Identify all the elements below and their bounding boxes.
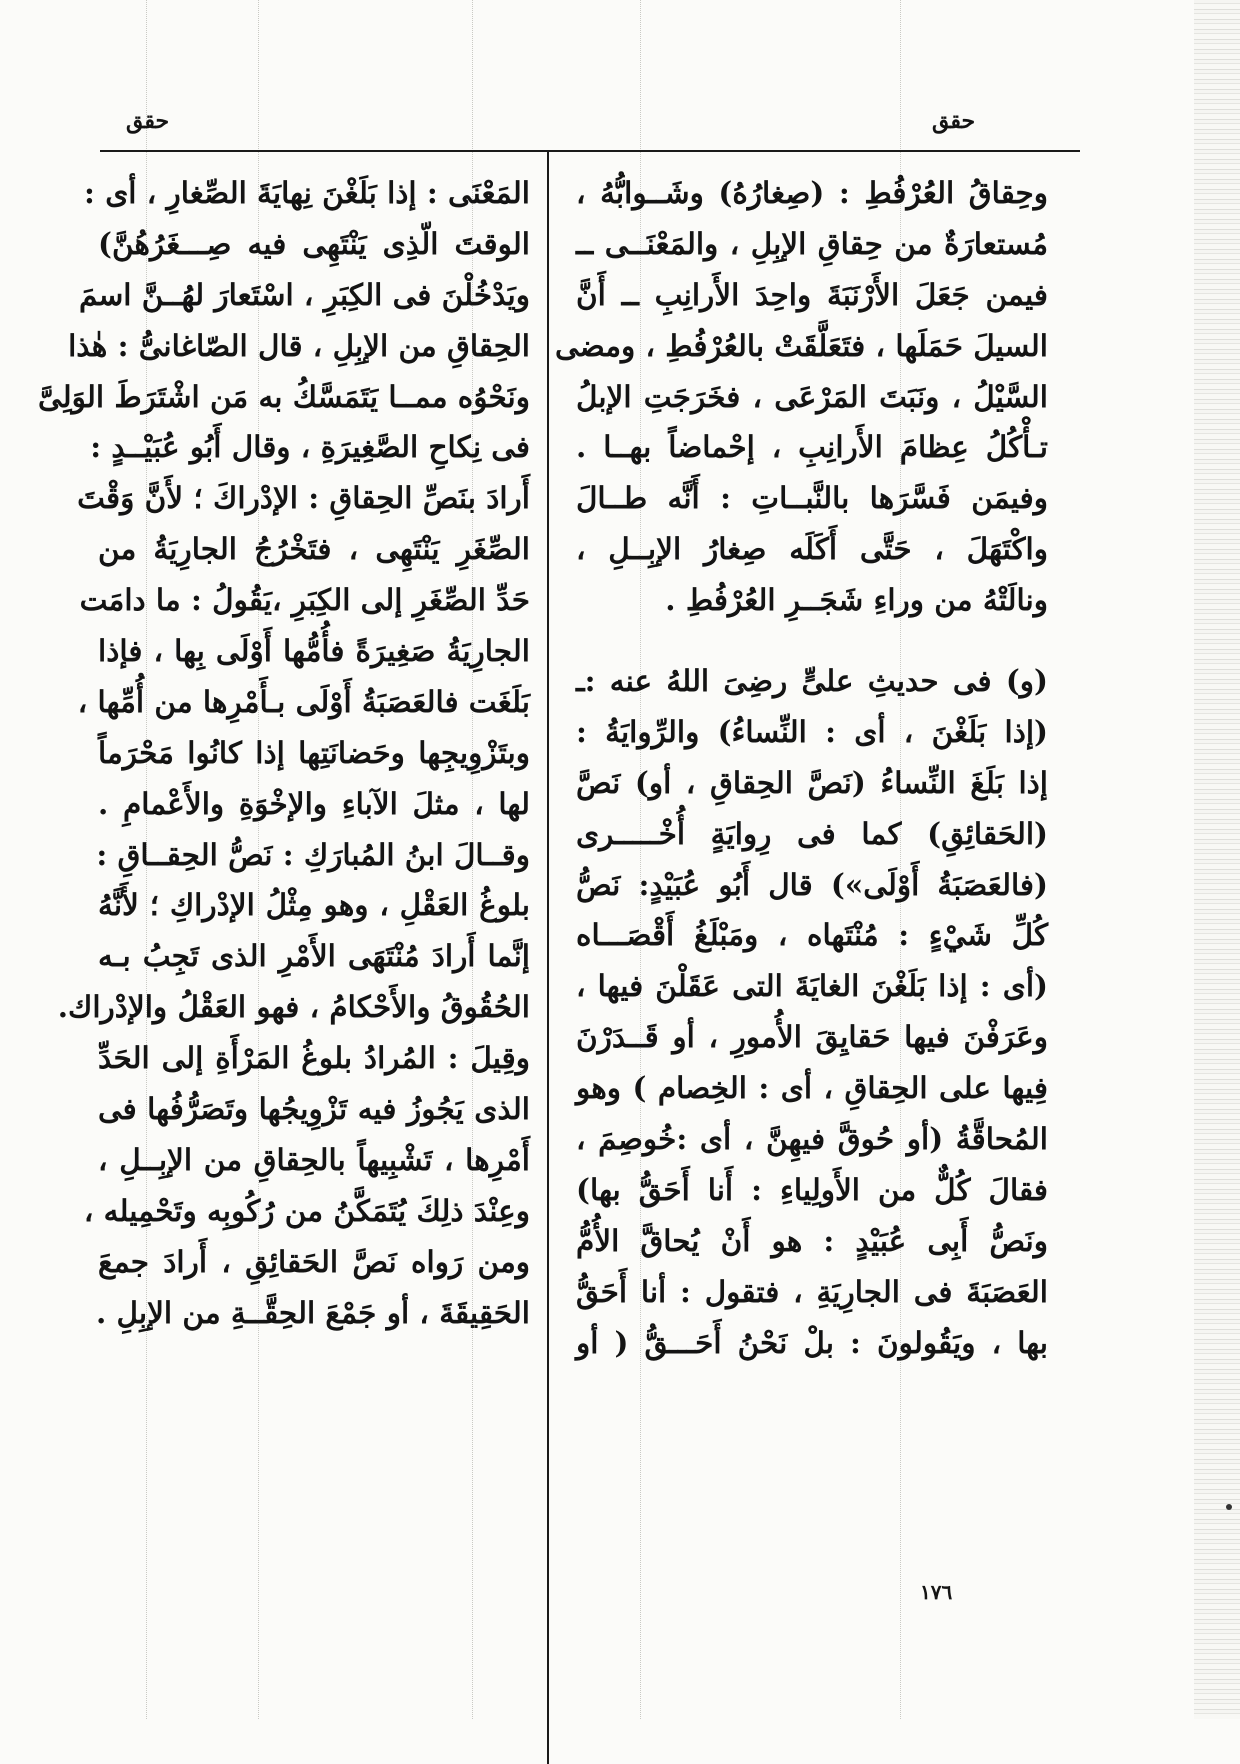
paragraph-gap: [576, 626, 1048, 656]
left-column: [38, 168, 530, 1338]
text-line: (إذا بَلَغْنَ ، أى : النِّساءُ) والرِّوايَةُ :: [576, 713, 1048, 749]
text-line: (الحَقائِقِ) كما فى رِوايَةٍ أُخْـــــرى: [576, 815, 1048, 851]
text-line: السَّيْلُ ، ونَبَتَ المَرْعَى ، فخَرَجَتِ الإبلُ: [576, 378, 1048, 414]
text-line: الحَقِيقَةَ ، أو جَمْعَ الحِقَّــةِ من الإبِلِ .: [96, 1294, 530, 1330]
text-line: وقــالَ ابنُ المُبارَكِ : نَصُّ الحِقــاقِ :: [96, 836, 530, 872]
text-line: فقالَ كُلٌّ من الأَولِياءِ : أَنا أَحَقُّ بها): [576, 1171, 1048, 1207]
text-line: بلوغُ العَقْلِ ، وهو مِثْلُ الإدْراكِ ؛ لأَنَّهُ: [98, 887, 530, 923]
text-line: السيلَ حَمَلَها ، فتَعَلَّقَتْ بالعُرْفُطِ ، ومضى: [555, 327, 1048, 363]
text-line: (فالعَصَبَةُ أَوْلَى») قال أَبُو عُبَيْدٍ: نَصُّ: [576, 866, 1048, 902]
text-line: الحُقُوقُ والأَحْكامُ ، فهو العَقْلُ والإدْراك.: [57, 989, 530, 1025]
page-fold-edge: [1194, 0, 1240, 1719]
running-head-left: حقق: [126, 108, 170, 134]
margin-dot: [1226, 1504, 1232, 1510]
text-line: ونَصُّ أَبِى عُبَيْدٍ : هو أَنْ يُحاقَّ الأُمُّ: [576, 1222, 1048, 1258]
text-line: ونالَتْهُ من وراءِ شَجَــرِ العُرْفُطِ .: [665, 582, 1048, 618]
text-line: المَعْنَى : إذا بَلَغْنَ نِهايَةَ الصِّغارِ ، أى :: [84, 175, 530, 210]
column-divider: [547, 152, 549, 1764]
text-line: بها ، ويَقُولونَ : بلْ نَحْنُ أَحَـــقُّ ( أو: [576, 1324, 1048, 1360]
text-line: واكْتَهَلَ ، حَتَّى أَكَلَه صِغارُ الإبِــلِ ،: [576, 531, 1048, 567]
text-line: كُلِّ شَيْءٍ : مُنْتَهاه ، ومَبْلَغُ أَقْصَـــاه: [576, 917, 1048, 953]
text-line: الوقتَ الّذِى يَنْتَهِى فيه صِـــغَرُهُنَّ): [98, 225, 530, 261]
text-line: فى نِكاحِ الصَّغِيرَةِ ، وقال أَبُو عُبَيْــدٍ :: [90, 429, 530, 465]
text-line: أَمْرِها ، تَشْبِيهاً بالحِقاقِ من الإبِــلِ ،: [98, 1141, 530, 1177]
text-line: (أى : إذا بَلَغْنَ الغايَةَ التى عَقَلْنَ فيها ،: [576, 968, 1048, 1004]
text-line: مُستعارَةٌ من حِقاقِ الإبِلِ ، والمَعْنَــى ــ: [576, 225, 1048, 261]
text-line: (و) فى حديثِ علىٍّ رضِىَ اللهُ عنه :ـ: [576, 663, 1048, 699]
text-line: فيمن جَعَلَ الأَرْنَبَةَ واحِدَ الأَرانِبِ ــ أَنَّ: [576, 276, 1048, 312]
text-line: لها ، مثلَ الآباءِ والإخْوَةِ والأَعْمامِ .: [98, 785, 530, 821]
text-line: أَرادَ بنَصِّ الحِقاقِ : الإدْراكَ ؛ لأَنَّ وَقْتَ: [77, 480, 530, 516]
text-line: ويَدْخُلْنَ فى الكِبَرِ ، اسْتَعارَ لهُــنَّ اسمَ: [78, 276, 530, 312]
text-line: المُحاقَّةُ (أو حُوقَّ فيهِنَّ ، أى :خُوصِمَ ،: [576, 1121, 1048, 1157]
text-line: وقِيلَ : المُرادُ بلوغُ المَرْأَةِ إلى الحَدِّ: [98, 1040, 530, 1076]
text-line: بَلَغَت فالعَصَبَةُ أَوْلَى بـأَمْرِها من أُمِّها ،: [77, 683, 530, 719]
text-line: إنَّما أَرادَ مُنْتَهَى الأَمْرِ الذى تَجِبُ بـه: [98, 938, 530, 974]
text-line: الصِّغَرِ يَنْتَهِى ، فتَخْرُجُ الجارِيَةُ من: [98, 531, 530, 567]
running-head-right: حقق: [932, 108, 976, 134]
text-line: وعِنْدَ ذلِكَ يُتَمَكَّنُ من رُكُوبِه وتَحْمِيله ،: [83, 1192, 530, 1228]
text-line: العَصَبَةَ فى الجارِيَةِ ، فتقول : أنا أَحَقُّ: [576, 1273, 1048, 1309]
text-line: تـأْكُلُ عِظامَ الأَرانِبِ ، إحْماضاً بهــا .: [576, 429, 1048, 465]
text-line: فِيها على الحِقاقِ ، أى : الخِصام ) وهو: [576, 1070, 1048, 1106]
text-line: وفيمَن فَسَّرَها بالنَّبــاتِ : أَنَّه طــالَ: [576, 480, 1048, 516]
text-line: وعَرَفْنَ فيها حَقايِقَ الأُمورِ ، أو قَــدَرْنَ: [576, 1019, 1048, 1055]
text-line: وحِقاقُ العُرْفُطِ : (صِغارُهُ) وشَــوابُّهُ ،: [576, 175, 1048, 210]
text-line: حَدِّ الصِّغَرِ إلى الكِبَرِ ،يَقُولُ : ما دامَت: [79, 582, 530, 618]
text-line: ونَحْوُه ممــا يَتَمَسَّكُ به مَن اشْتَرَطَ الوَلِىَّ: [38, 378, 530, 414]
text-line: وبتَزْوِيجِها وحَضانَتِها إذا كانُوا مَحْرَماً: [98, 734, 530, 770]
text-line: الحِقاقِ من الإبِلِ ، قال الصّاغانىُّ : هٰذا: [68, 327, 530, 363]
right-column: [555, 168, 1048, 1368]
text-line: الجارِيَةُ صَغِيرَةً فأُمُّها أَوْلَى بِها ، فإذا: [98, 633, 530, 669]
text-line: إذا بَلَغَ النِّساءُ (نَصَّ الحِقاقِ ، أو) نَصَّ: [576, 764, 1048, 800]
header-rule: [100, 150, 1080, 152]
page-number: ١٧٦: [920, 1580, 953, 1604]
text-line: الذى يَجُوزُ فيه تَزْوِيجُها وتَصَرُّفُها فى: [98, 1091, 530, 1127]
text-line: ومن رَواه نَصَّ الحَقائِقِ ، أَرادَ جمعَ: [98, 1243, 530, 1279]
